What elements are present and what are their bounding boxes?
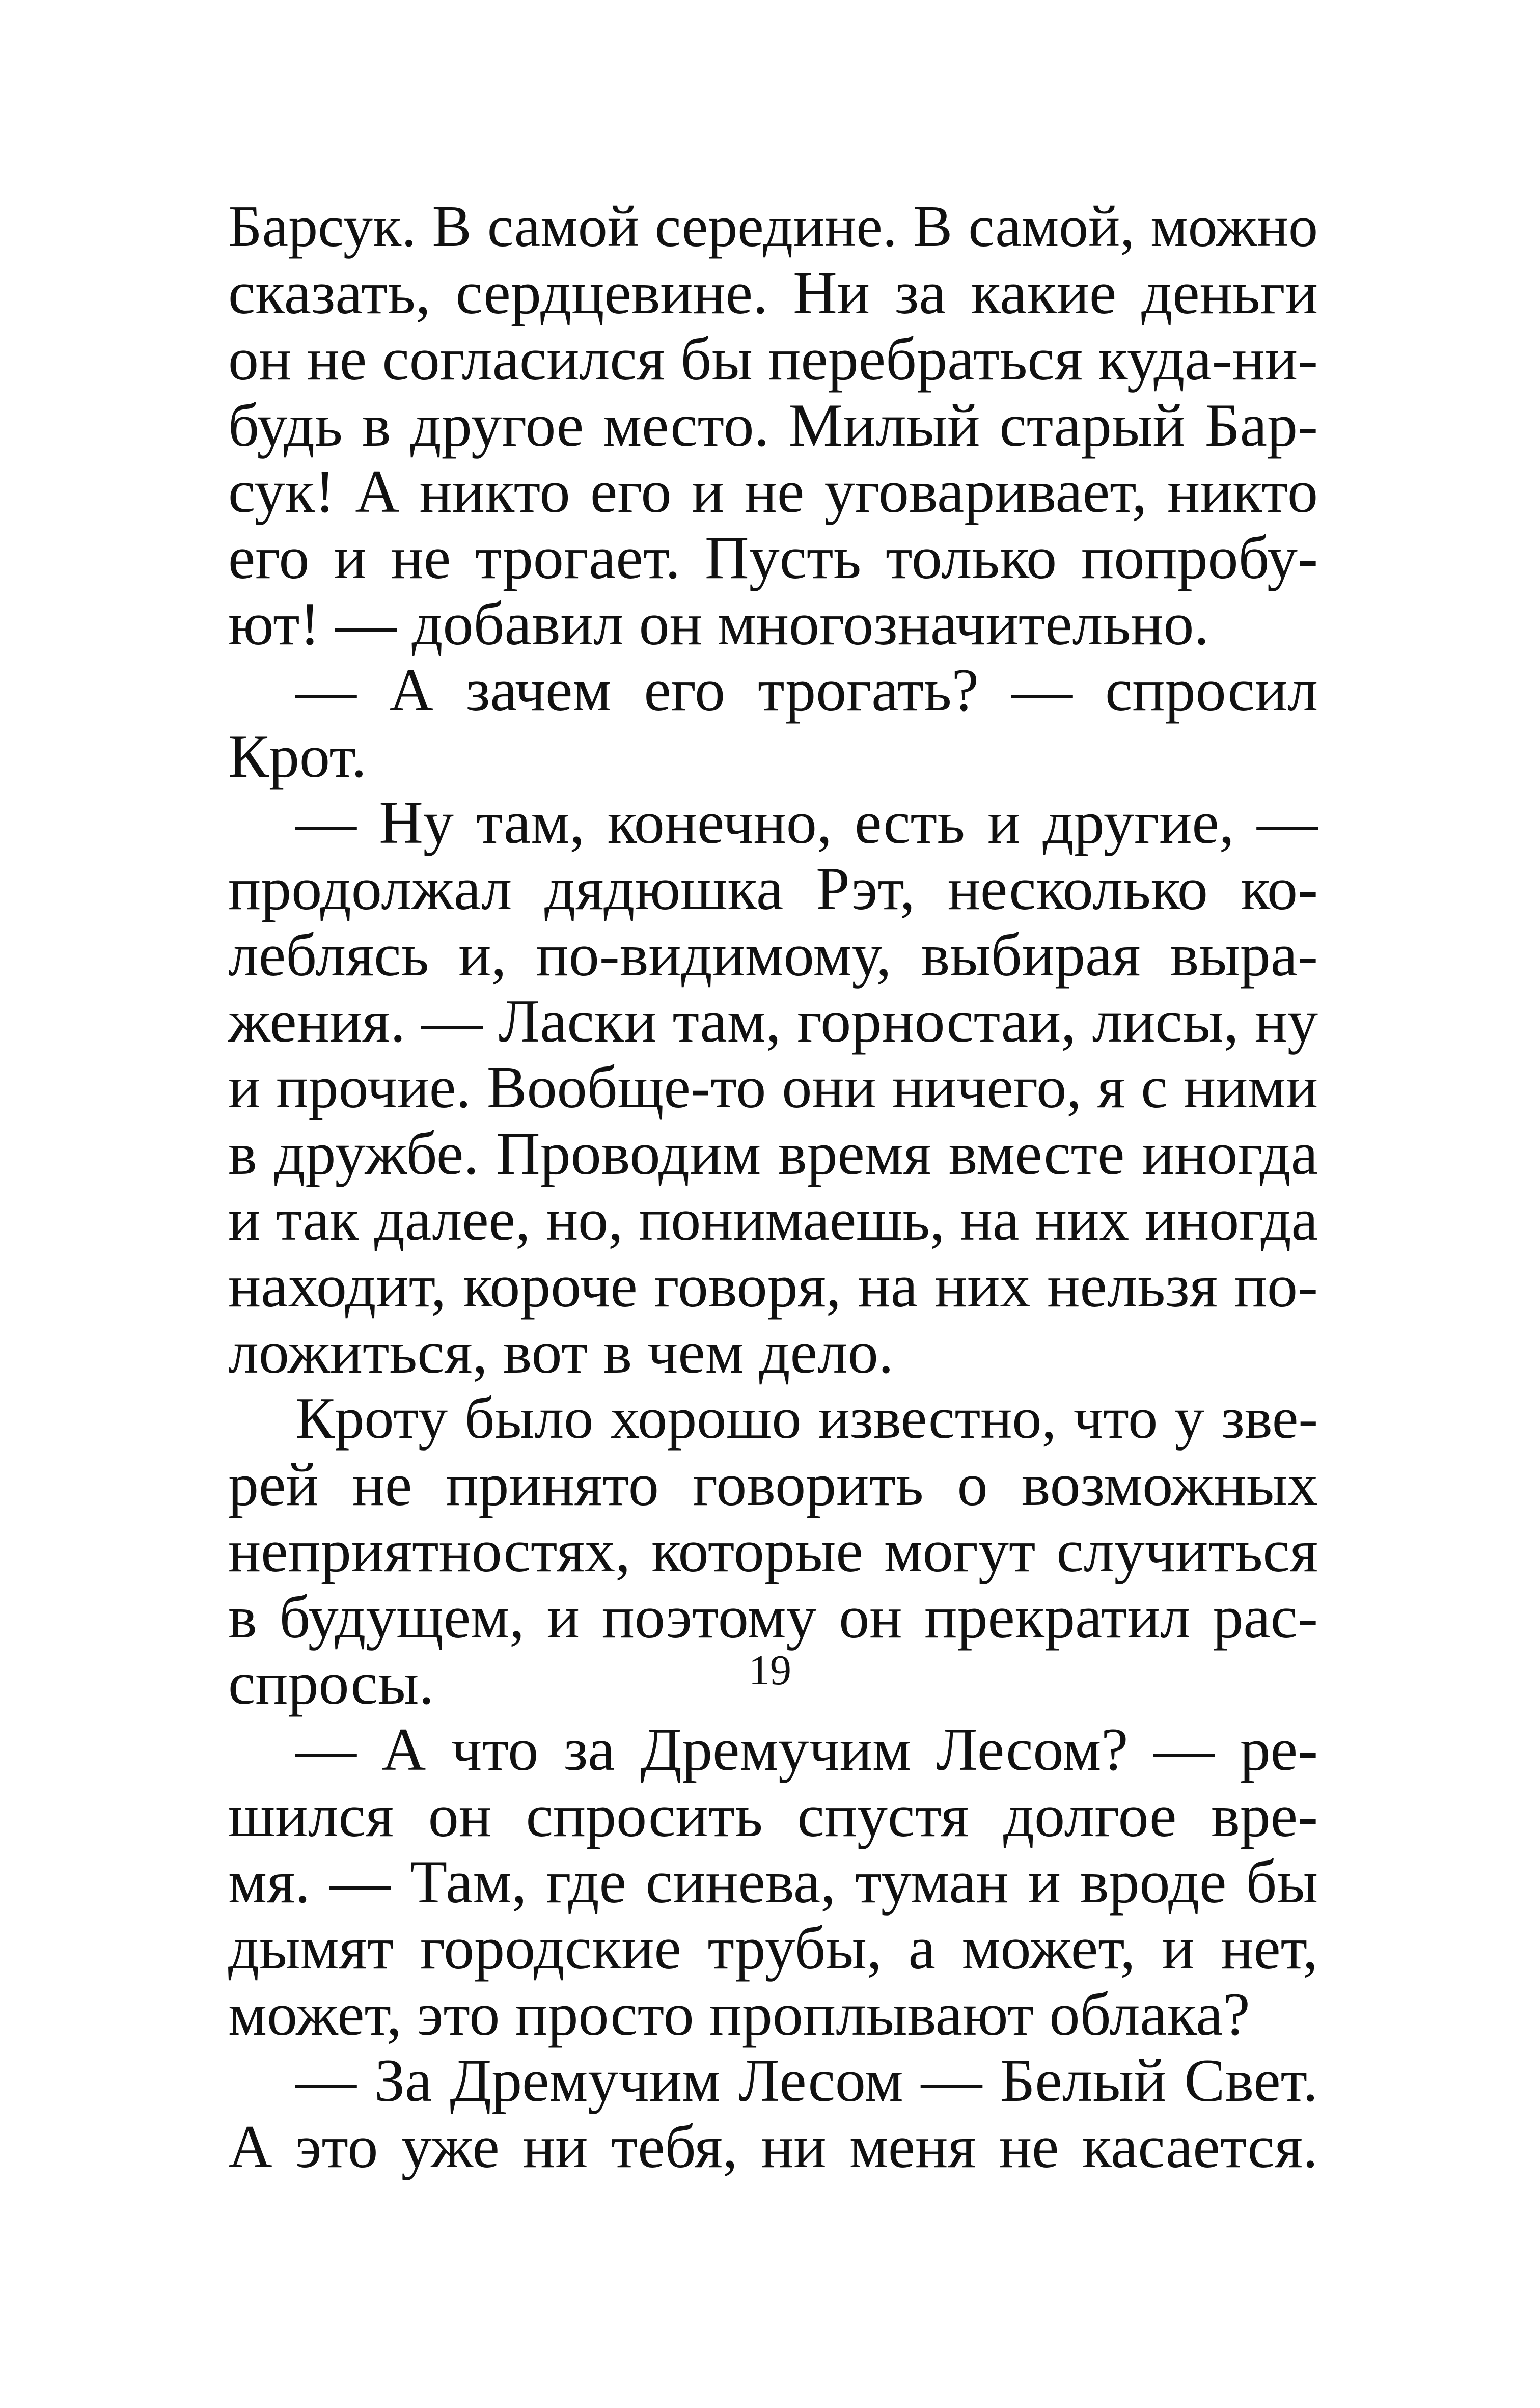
text-line: может, это просто проплывают облака?: [228, 1980, 1250, 2048]
body-text: [228, 194, 1318, 2180]
text-line: он не согласился бы перебраться куда-ни-: [228, 325, 1318, 393]
text-line: — А что за Дремучим Лесом? — ре-: [295, 1715, 1318, 1783]
text-line: мя. — Там, где синева, туман и вроде бы: [228, 1848, 1318, 1916]
text-line: сук! А никто его и не уговаривает, никто: [228, 457, 1318, 525]
text-line: спросы.: [228, 1649, 434, 1717]
text-line: в дружбе. Проводим время вместе иногда: [228, 1119, 1318, 1187]
text-line: ложиться, вот в чем дело.: [228, 1318, 894, 1386]
text-line: находит, короче говоря, на них нельзя по-: [228, 1252, 1318, 1320]
text-line: жения. — Ласки там, горностаи, лисы, ну: [228, 987, 1318, 1055]
text-line: ют! — добавил он многозначительно.: [228, 590, 1209, 658]
text-line: неприятностях, которые могут случиться: [228, 1517, 1318, 1584]
text-line: рей не принято говорить о возможных: [228, 1451, 1318, 1518]
text-line: Барсук. В самой середине. В самой, можно: [228, 194, 1318, 259]
text-line: Крот.: [228, 722, 367, 790]
text-line: Кроту было хорошо известно, что у зве-: [295, 1386, 1318, 1451]
text-line: леблясь и, по-видимому, выбирая выра-: [228, 921, 1318, 989]
text-line: А это уже ни тебя, ни меня не касается.: [228, 2113, 1318, 2180]
text-line: его и не трогает. Пусть только попробу-: [228, 524, 1318, 591]
text-line: дымят городские трубы, а может, и нет,: [228, 1914, 1318, 1982]
text-line: продолжал дядюшка Рэт, несколько ко-: [228, 855, 1318, 922]
text-line: в будущем, и поэтому он прекратил рас-: [228, 1583, 1318, 1651]
text-line: — Ну там, конечно, есть и другие, —: [295, 788, 1318, 856]
text-line: и так далее, но, понимаешь, на них иногда: [228, 1186, 1318, 1253]
text-line: шился он спросить спустя долгое вре-: [228, 1782, 1318, 1849]
page-number: 19: [749, 1647, 791, 1694]
text-line: сказать, сердцевине. Ни за какие деньги: [228, 259, 1318, 326]
text-line: будь в другое место. Милый старый Бар-: [228, 391, 1318, 459]
text-line: — За Дремучим Лесом — Белый Свет.: [295, 2046, 1318, 2114]
text-line: и прочие. Вообще-то они ничего, я с ними: [228, 1054, 1318, 1120]
text-line: — А зачем его трогать? — спросил: [295, 656, 1318, 724]
